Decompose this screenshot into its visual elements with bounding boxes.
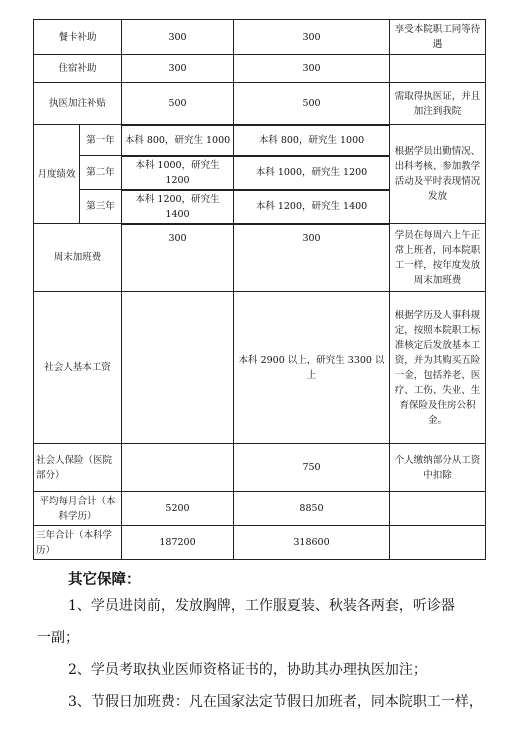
cell-value: 本科 800，研究生 1000 [234, 125, 390, 156]
table-row [34, 83, 486, 125]
cell-value: 300 [234, 224, 390, 292]
row-note: 学员在每周六上午正常上班者，同本院职工一样，按年度发放周末加班费 [390, 224, 486, 292]
cell-value: 本科 1200，研究生 1400 [234, 190, 390, 224]
cell-value: 8850 [234, 492, 390, 526]
cell-value: 500 [122, 83, 234, 125]
row-label: 平均每月合计（本科学历） [34, 492, 122, 526]
row-label: 餐卡补助 [34, 20, 122, 55]
monthly-label: 月度绩效 [34, 125, 80, 224]
table-row [34, 444, 486, 492]
paragraph-line: 一副； [37, 630, 79, 646]
monthly-note: 根据学员出勤情况、出科考核、参加教学活动及平时表现情况发放 [390, 125, 486, 224]
row-note: 根据学历及人事科规定，按照本院职工标准核定后发放基本工资，并为其购买五险一金，包括养老、医疗、工伤、失业、生育保险及住房公积金。 [390, 292, 486, 444]
paragraph-line: 3、节假日加班费：凡在国家法定节假日加班者，同本院职工一样， [68, 694, 483, 710]
cell-value: 300 [122, 20, 234, 55]
cell-value: 318600 [234, 526, 390, 560]
cell-value: 300 [122, 55, 234, 83]
cell-value: 本科 1000，研究生 1200 [234, 156, 390, 190]
row-note [390, 55, 486, 83]
paragraph-line: 2、学员考取执业医师资格证书的，协助其办理执医加注； [68, 662, 427, 678]
paragraph-line: 1、学员进岗前，发放胸牌，工作服夏装、秋装各两套，听诊器 [68, 598, 455, 614]
year-label: 第三年 [80, 190, 122, 224]
cell-value [122, 444, 234, 492]
row-note: 需取得执医证，并且加注到我院 [390, 83, 486, 125]
cell-value [122, 292, 234, 444]
table-row [34, 492, 486, 526]
row-note: 享受本院职工同等待遇 [390, 20, 486, 55]
row-note: 个人缴纳部分从工资中扣除 [390, 444, 486, 492]
row-label: 住宿补助 [34, 55, 122, 83]
row-label: 执医加注补贴 [34, 83, 122, 125]
cell-value: 500 [234, 83, 390, 125]
table-row [34, 224, 486, 292]
table-row [34, 526, 486, 560]
table-row [34, 125, 486, 156]
cell-value: 本科 2900 以上，研究生 3300 以上 [234, 292, 390, 444]
cell-value: 187200 [122, 526, 234, 560]
row-label: 三年合计（本科学历） [34, 526, 122, 560]
cell-value: 本科 1000，研究生 1200 [122, 156, 234, 190]
cell-value: 300 [122, 224, 234, 292]
year-label: 第二年 [80, 156, 122, 190]
row-label: 社会人保险（医院部分） [34, 444, 122, 492]
cell-value: 本科 800，研究生 1000 [122, 125, 234, 156]
row-label: 周末加班费 [34, 224, 122, 292]
table-row [34, 20, 486, 55]
table-row [34, 55, 486, 83]
row-note [390, 526, 486, 560]
section-heading: 其它保障： [68, 571, 141, 588]
row-label: 社会人基本工资 [34, 292, 122, 444]
table-row [34, 292, 486, 444]
cell-value: 300 [234, 20, 390, 55]
cell-value: 5200 [122, 492, 234, 526]
row-note [390, 492, 486, 526]
cell-value: 300 [234, 55, 390, 83]
cell-value: 750 [234, 444, 390, 492]
benefits-table [33, 19, 486, 560]
cell-value: 本科 1200，研究生 1400 [122, 190, 234, 224]
year-label: 第一年 [80, 125, 122, 156]
